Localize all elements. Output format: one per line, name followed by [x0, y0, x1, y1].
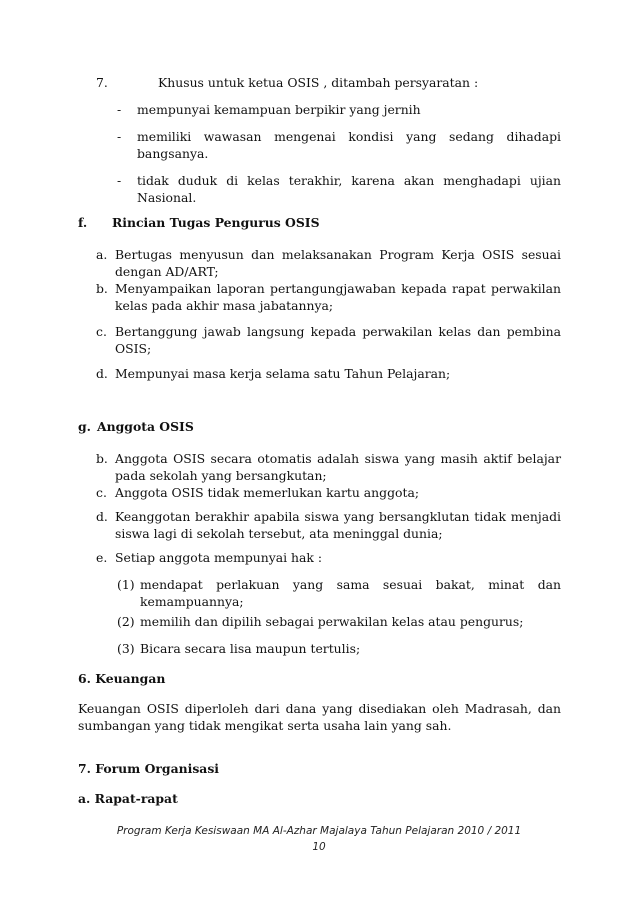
item-7-text: Khusus untuk ketua OSIS , ditambah persyaratan : — [158, 75, 479, 90]
list-item-text: pada sekolah yang bersangkutan; — [115, 468, 327, 483]
page-number: 10 — [312, 841, 326, 853]
section-7-subtitle: a. Rapat-rapat — [78, 791, 178, 806]
list-marker: c. — [96, 324, 107, 339]
list-marker: b. — [96, 281, 108, 296]
paragraph-line: Keuangan OSIS diperloleh dari dana yang disediakan oleh Madrasah, dan — [78, 701, 561, 716]
rights-text: mendapat perlakuan yang sama sesuai bakat, minat dan — [140, 577, 561, 592]
rights-text: memilih dan dipilih sebagai perwakilan kelas atau pengurus; — [140, 614, 524, 629]
list-item-text: Bertugas menyusun dan melaksanakan Program Kerja OSIS sesuai — [115, 247, 561, 262]
list-item-text: Anggota OSIS secara otomatis adalah siswa yang masih aktif belajar — [115, 451, 561, 466]
rights-text: kemampuannya; — [140, 594, 244, 609]
list-marker: c. — [96, 485, 107, 500]
list-item-text: Bertanggung jawab langsung kepada perwakilan kelas dan pembina — [115, 324, 561, 339]
section-f-title: Rincian Tugas Pengurus OSIS — [112, 215, 320, 230]
bullet-text: bangsanya. — [137, 146, 209, 161]
bullet-text: memiliki wawasan mengenai kondisi yang sedang dihadapi — [137, 129, 561, 144]
list-item-text: siswa lagi di sekolah tersebut, ata meninggal dunia; — [115, 526, 443, 541]
bullet-dash: - — [117, 102, 122, 117]
rights-marker: (2) — [117, 614, 135, 629]
rights-text: Bicara secara lisa maupun tertulis; — [140, 641, 361, 656]
list-item-text: dengan AD/ART; — [115, 264, 219, 279]
list-item-text: kelas pada akhir masa jabatannya; — [115, 298, 334, 313]
section-7-title: 7. Forum Organisasi — [78, 761, 220, 776]
footer-text: Program Kerja Kesiswaan MA Al-Azhar Majalaya Tahun Pelajaran 2010 / 2011 — [116, 825, 522, 837]
bullet-text: mempunyai kemampuan berpikir yang jernih — [137, 102, 421, 117]
rights-marker: (1) — [117, 577, 135, 592]
bullet-dash: - — [117, 129, 122, 144]
section-g-label: g. — [78, 419, 91, 434]
bullet-dash: - — [117, 173, 122, 188]
list-marker: e. — [96, 550, 108, 565]
list-marker: a. — [96, 247, 108, 262]
list-item-text: Mempunyai masa kerja selama satu Tahun Pelajaran; — [115, 366, 451, 381]
list-marker: d. — [96, 509, 108, 524]
rights-marker: (3) — [117, 641, 135, 656]
bullet-text: tidak duduk di kelas terakhir, karena akan menghadapi ujian — [137, 173, 561, 188]
item-7-number: 7. — [96, 75, 108, 90]
list-item-text: OSIS; — [115, 341, 152, 356]
section-f-label: f. — [78, 215, 88, 230]
list-item-text: Menyampaikan laporan pertangungjawaban kepada rapat perwakilan — [115, 281, 561, 296]
section-g-title: Anggota OSIS — [97, 419, 194, 434]
list-item-text: Keanggotan berakhir apabila siswa yang bersangklutan tidak menjadi — [115, 509, 561, 524]
bullet-text: Nasional. — [137, 190, 197, 205]
list-marker: d. — [96, 366, 108, 381]
list-marker: b. — [96, 451, 108, 466]
section-6-title: 6. Keuangan — [78, 671, 166, 686]
list-item-text: Anggota OSIS tidak memerlukan kartu anggota; — [115, 485, 420, 500]
paragraph-line: sumbangan yang tidak mengikat serta usaha lain yang sah. — [78, 718, 452, 733]
list-item-text: Setiap anggota mempunyai hak : — [115, 550, 323, 565]
